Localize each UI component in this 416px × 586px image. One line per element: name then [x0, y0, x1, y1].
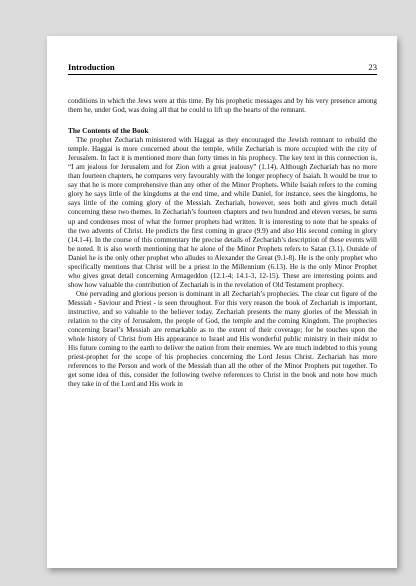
paragraph: The prophet Zechariah ministered with Haggai as they encouraged the Jewish remnant to rebuild the temple. Haggai is more concerned about the temple, while Zechariah is more occupied with the city of Jerusalem. In fact it is mentioned more than forty times in his prophecy. The key text in this connection is, “I am jealous for Jerusalem and for Zion with a great jealousy” (1.14). Although Zechariah has no more than fourteen chapters, he compares very favourably with the longer prophecy of Isaiah. It would be true to say that he is more comprehensive than any other of the Minor Prophets. While Isaiah refers to the coming glory he says little of the kingdoms at the end time, and while Daniel, for instance, sees the kingdoms, he says little of the coming glory of the Messiah. Zechariah, however, sees both and gives much detail concerning these two themes. In Zechariah’s fourteen chapters and two hundred and eleven verses, he sums up and condenses most of what the former prophets had written. It is interesting to note that he speaks of the two advents of Christ. He predicts the first coming in grace (9.9) and also His second coming in glory (14.1-4). In the course of this commentary the precise details of Zechariah’s description of these events will be noted. It is also worth mentioning that he alone of the Minor Prophets refers to Satan (3.1). Outside of Daniel he is the only other prophet who alludes to Alexander the Great (9.1-8). He is the only prophet who specifically mentions that Christ will be a priest in the Millennium (6.13). He is the only Minor Prophet who gives great detail concerning Armageddon (12.1-4; 14.1-3, 12-15). These are interesting points and show how valuable the contribution of Zechariah is in the revelation of Old Testament prophecy. [68, 136, 377, 289]
opening-paragraph: conditions in which the Jews were at this time. By his prophetic messages and by his very presence among them he, under God, was doing all that he could to lift up the hearts of the remnant. [68, 97, 377, 115]
book-page [47, 36, 397, 568]
running-header [68, 61, 377, 75]
body-text [68, 97, 377, 389]
page-number: 23 [368, 62, 377, 72]
section-heading: The Contents of the Book [68, 126, 149, 136]
chapter-title: Introduction [68, 62, 115, 72]
paragraph: One pervading and glorious person is dominant in all Zechariah’s prophecies. The clear cut figure of the Messiah - Saviour and Priest - is seen throughout. For this very reason the book of Zechariah is important, instructive, and so valuable to the believer today. Zechariah presents the many glories of the Messiah in relation to the city of Jerusalem, the people of God, the temple and the coming Kingdom. The prophecies concerning Israel’s Messiah are remarkable as to the extent of their coverage; for he touches upon the whole history of Christ from His appearance to Israel and His wonderful public ministry in their midst to His future coming to the earth to deliver the nation from their enemies. We are much indebted to this young priest-prophet for the scope of his prophecies concerning the Lord Jesus Christ. Zechariah has more references to the Person and work of the Messiah than all the other of the Minor Prophets put together. To get some idea of this, consider the following twelve references to Christ in the book and note how much they take in of the Lord and His work in [68, 289, 377, 389]
